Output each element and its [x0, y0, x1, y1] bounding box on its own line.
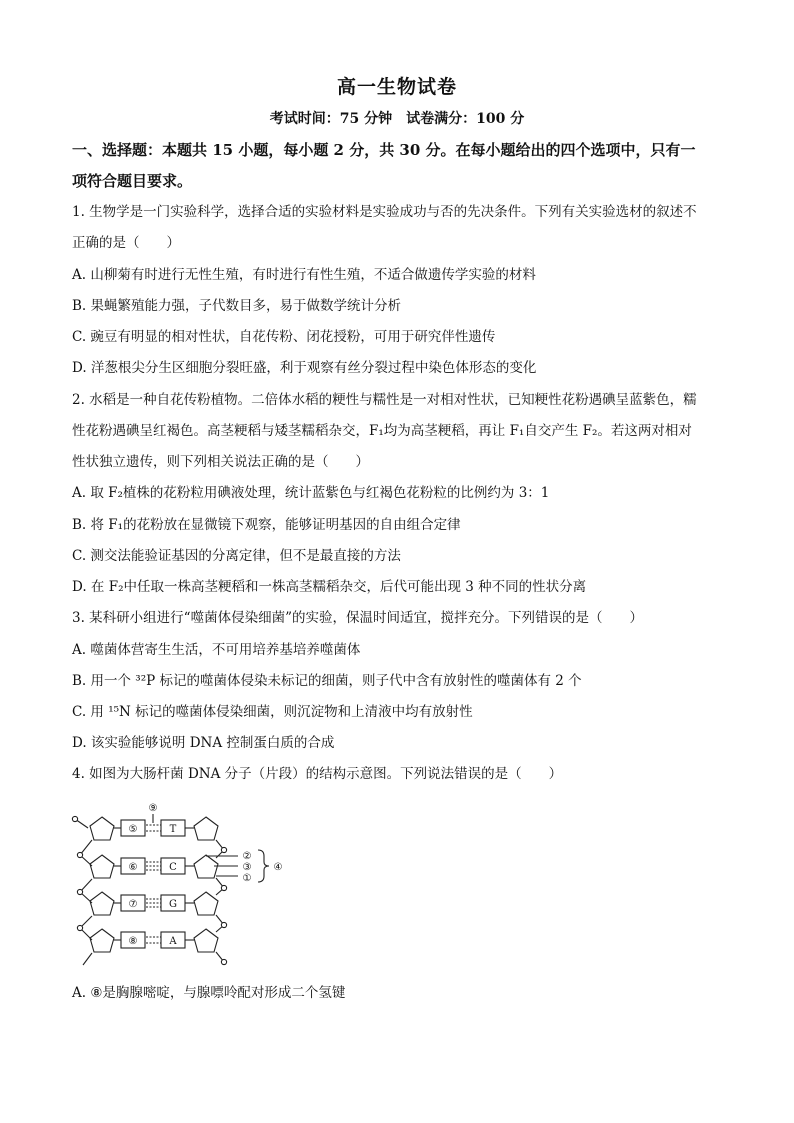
- left-sugar-2: [90, 855, 114, 878]
- left-backbone-segment: [83, 953, 92, 965]
- phosphate-circle: [72, 816, 77, 821]
- q3-stem: 3. 某科研小组进行“噬菌体侵染细菌”的实验，保温时间适宜，搅拌充分。下列错误的是（ ）: [72, 610, 643, 626]
- left-sugar-3: [90, 892, 114, 915]
- section-heading-line-1: 一、选择题：本题共 15 小题，每小题 2 分，共 30 分。在每小题给出的四个选项中，只有一: [72, 141, 696, 159]
- left-base-label-1: ⑤: [128, 824, 138, 835]
- q1-option-b: B. 果蝇繁殖能力强，子代数目多，易于做数学统计分析: [72, 298, 402, 314]
- q2-stem-line-3: 性状独立遗传，则下列相关说法正确的是（ ）: [72, 454, 369, 470]
- section-heading-line-2: 项符合题目要求。: [72, 172, 193, 190]
- label-1: ①: [242, 873, 252, 884]
- q4-stem: 4. 如图为大肠杆菌 DNA 分子（片段）的结构示意图。下列说法错误的是（ ）: [72, 766, 563, 782]
- left-base-label-2: ⑥: [128, 862, 138, 873]
- q4-option-a: A. ⑧是胸腺嘧啶，与腺嘌呤配对形成二个氢键: [72, 985, 346, 1001]
- label-3: ③: [242, 862, 252, 873]
- right-base-label-3: G: [169, 899, 177, 910]
- q1-stem-line-1: 1. 生物学是一门实验科学，选择合适的实验材料是实验成功与否的先决条件。下列有关实验选材的叙述不: [72, 204, 697, 220]
- right-base-label-1: T: [169, 824, 177, 835]
- left-base-label-4: ⑧: [128, 936, 138, 947]
- phosphate-circle: [221, 885, 226, 890]
- phosphate-circle: [77, 925, 82, 930]
- page-title: 高一生物试卷: [336, 76, 457, 98]
- right-sugar-4: [194, 929, 218, 952]
- q3-option-d: D. 该实验能够说明 DNA 控制蛋白质的合成: [72, 735, 335, 751]
- section-heading: [72, 135, 732, 197]
- phosphate-circle: [77, 889, 82, 894]
- label-4: ④: [273, 862, 283, 873]
- brace: [258, 850, 269, 882]
- phosphate-circle: [221, 847, 226, 852]
- right-sugar-3: [194, 892, 218, 915]
- q1-option-c: C. 豌豆有明显的相对性状，自花传粉、闭花授粉，可用于研究伴性遗传: [72, 329, 496, 345]
- exam-info: 考试时间：75 分钟 试卷满分：100 分: [269, 111, 525, 127]
- q3-option-c: C. 用 ¹⁵N 标记的噬菌体侵染细菌，则沉淀物和上清液中均有放射性: [72, 704, 473, 720]
- q2-option-a: A. 取 F₂植株的花粉粒用碘液处理，统计蓝紫色与红褐色花粉粒的比例约为 3：1: [72, 485, 550, 501]
- right-sugar-1: [194, 817, 218, 840]
- right-base-label-2: C: [169, 862, 177, 873]
- left-base-label-3: ⑦: [128, 899, 138, 910]
- q2-option-d: D. 在 F₂中任取一株高茎粳稻和一株高茎糯稻杂交，后代可能出现 3 种不同的性状分离: [72, 579, 587, 595]
- right-base-label-4: A: [169, 936, 177, 947]
- label-2: ②: [242, 851, 252, 862]
- q1-option-d: D. 洋葱根尖分生区细胞分裂旺盛，利于观察有丝分裂过程中染色体形态的变化: [72, 360, 537, 376]
- dna-structure-figure: [66, 800, 306, 975]
- phosphate-circle: [221, 922, 226, 927]
- q2-stem-line-2: 性花粉遇碘呈红褐色。高茎粳稻与矮茎糯稻杂交，F₁均为高茎粳稻，再让 F₁自交产生 F₂。若这两对相对: [72, 423, 692, 439]
- q2-option-b: B. 将 F₁的花粉放在显微镜下观察，能够证明基因的自由组合定律: [72, 517, 461, 533]
- q3-option-a: A. 噬菌体营寄生生活，不可用培养基培养噬菌体: [72, 642, 361, 658]
- left-sugar-4: [90, 929, 114, 952]
- q3-option-b: B. 用一个 ³²P 标记的噬菌体侵染未标记的细菌，则子代中含有放射性的噬菌体有 2 个: [72, 673, 582, 689]
- q2-stem-line-1: 2. 水稻是一种自花传粉植物。二倍体水稻的粳性与糯性是一对相对性状，已知粳性花粉遇碘呈蓝紫色，糯: [72, 392, 697, 408]
- left-sugar-1: [90, 817, 114, 840]
- q2-option-c: C. 测交法能验证基因的分离定律，但不是最直接的方法: [72, 548, 401, 564]
- q1-option-a: A. 山柳菊有时进行无性生殖，有时进行有性生殖，不适合做遗传学实验的材料: [72, 267, 536, 283]
- phosphate-circle: [77, 852, 82, 857]
- phosphate-circle: [221, 959, 226, 964]
- label-9: ⑨: [148, 803, 158, 814]
- q1-stem-line-2: 正确的是（ ）: [72, 235, 180, 251]
